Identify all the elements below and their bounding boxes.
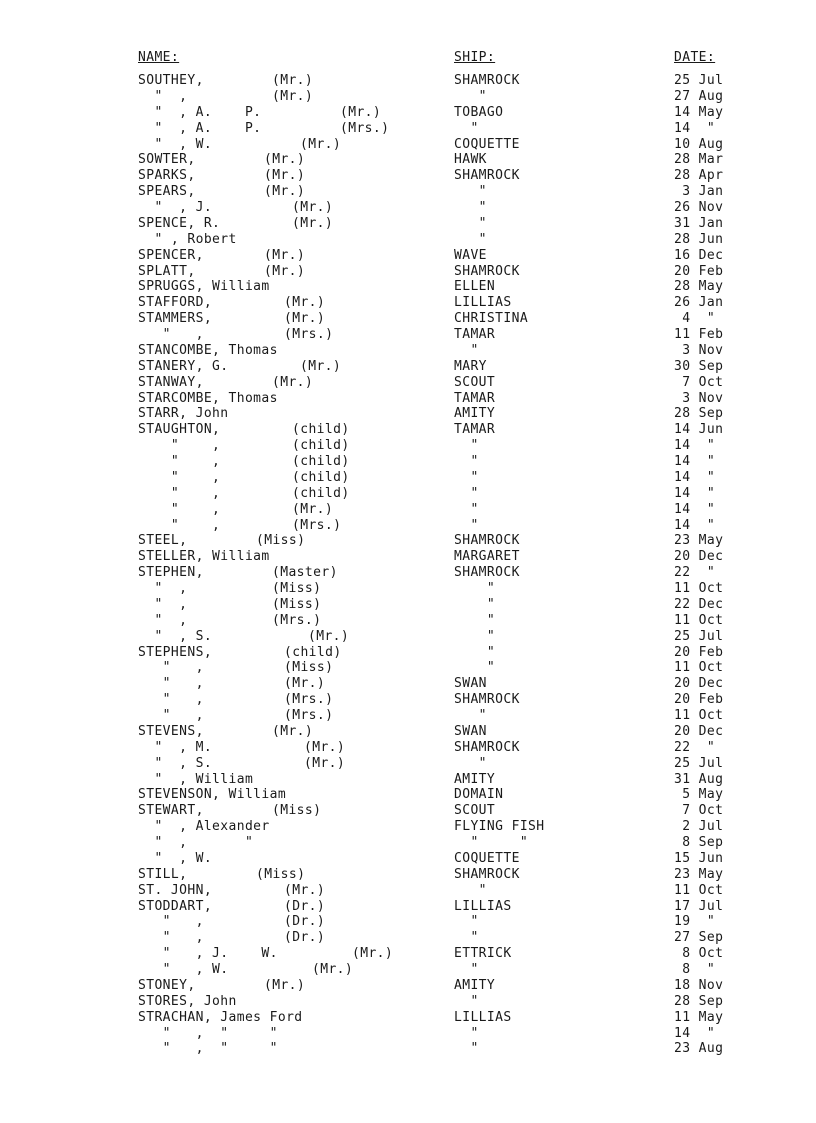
ship-name: SHAMROCK <box>454 739 520 755</box>
passenger-name: STARR, John <box>138 406 229 422</box>
ship-name: MARY <box>454 358 487 374</box>
arrival-date: 18 Nov <box>674 977 724 993</box>
passenger-title: (Mrs.) <box>272 612 322 628</box>
ship-name: MARGARET <box>454 549 520 565</box>
passenger-title: (Mr.) <box>284 295 326 311</box>
list-item <box>0 486 816 502</box>
arrival-date: 14 " <box>674 469 716 485</box>
ship-name: " <box>454 882 487 898</box>
passenger-name: " , <box>138 438 221 454</box>
list-item <box>0 629 816 645</box>
passenger-name: SPARKS, <box>138 168 196 184</box>
list-item <box>0 867 816 883</box>
arrival-date: 14 Jun <box>674 422 724 438</box>
passenger-name: STEPHEN, <box>138 565 204 581</box>
ship-name: " <box>454 120 479 136</box>
list-item <box>0 645 816 661</box>
list-item <box>0 248 816 264</box>
ship-name: SHAMROCK <box>454 168 520 184</box>
passenger-title: (child) <box>292 454 350 469</box>
ship-name: " <box>454 612 496 628</box>
list-item <box>0 756 816 772</box>
arrival-date: 17 Jul <box>674 898 724 914</box>
passenger-name: STAMMERS, <box>138 311 213 327</box>
ship-name: " <box>454 993 479 1009</box>
passenger-title: (Dr.) <box>284 930 326 946</box>
passenger-title: (Miss) <box>272 596 322 612</box>
arrival-date: 23 Aug <box>674 1041 724 1057</box>
arrival-date: 27 Sep <box>674 930 724 946</box>
arrival-date: 31 Aug <box>674 771 724 787</box>
ship-name: " <box>454 517 479 533</box>
passenger-name: STRACHAN, James Ford <box>138 1009 303 1025</box>
passenger-name: STEPHENS, <box>138 644 213 660</box>
ship-name: SHAMROCK <box>454 692 520 708</box>
passenger-title: (Mr.) <box>264 263 306 279</box>
passenger-name: STODDART, <box>138 898 213 914</box>
ship-name: COQUETTE <box>454 136 520 152</box>
passenger-title: (Dr.) <box>284 898 326 914</box>
list-item <box>0 168 816 184</box>
list-item <box>0 518 816 534</box>
passenger-name: " , S. <box>138 755 213 771</box>
passenger-title: (Mr.) <box>352 946 394 962</box>
ship-name: " <box>454 454 479 469</box>
passenger-title: (Mr.) <box>292 200 334 215</box>
passenger-name: " , W. <box>138 850 213 866</box>
list-item <box>0 295 816 311</box>
passenger-name: " , <box>138 469 221 485</box>
list-item <box>0 311 816 327</box>
list-item <box>0 613 816 629</box>
list-item <box>0 375 816 391</box>
ship-name: " " <box>454 835 529 850</box>
arrival-date: 8 Sep <box>674 835 724 850</box>
list-item <box>0 978 816 994</box>
passenger-name: " , W. <box>138 962 229 977</box>
passenger-name: " , <box>138 660 204 676</box>
list-item <box>0 914 816 930</box>
list-item <box>0 391 816 407</box>
arrival-date: 5 May <box>674 787 724 803</box>
passenger-name: " , " <box>138 835 254 850</box>
passenger-name: STEVENS, <box>138 723 204 739</box>
passenger-name: " , <box>138 596 188 612</box>
passenger-title: (child) <box>292 422 350 438</box>
list-item <box>0 772 816 788</box>
list-item <box>0 819 816 835</box>
list-item <box>0 327 816 343</box>
arrival-date: 26 Jan <box>674 295 724 311</box>
arrival-date: 11 Feb <box>674 327 724 342</box>
ship-name: " <box>454 930 479 946</box>
passenger-title: (Mr.) <box>264 168 306 184</box>
arrival-date: 14 " <box>674 501 716 517</box>
passenger-name: " , William <box>138 771 254 787</box>
arrival-date: 20 Dec <box>674 549 724 565</box>
passenger-title: (Mr.) <box>292 215 334 231</box>
arrival-date: 7 Oct <box>674 803 724 819</box>
arrival-date: 20 Dec <box>674 676 724 692</box>
passenger-title: (Mrs.) <box>340 120 390 136</box>
ship-name: TOBAGO <box>454 104 504 120</box>
arrival-date: 27 Aug <box>674 88 724 104</box>
passenger-name: SOUTHEY, <box>138 73 204 88</box>
passenger-name: " , Robert <box>138 231 237 247</box>
passenger-name: STANWAY, <box>138 374 204 390</box>
ship-name: " <box>454 501 479 517</box>
ship-name: TAMAR <box>454 390 496 406</box>
list-item <box>0 549 816 565</box>
passenger-title: (Mr.) <box>284 882 326 898</box>
ship-name: " <box>454 469 479 485</box>
passenger-title: (Mr.) <box>272 374 314 390</box>
ship-name: " <box>454 342 479 358</box>
ship-name: LILLIAS <box>454 1009 512 1025</box>
list-item <box>0 1041 816 1057</box>
passenger-name: STORES, John <box>138 993 237 1009</box>
passenger-title: (Mr.) <box>300 358 342 374</box>
passenger-name: " , <box>138 581 188 596</box>
ship-name: ELLEN <box>454 279 496 295</box>
passenger-title: (Miss) <box>272 581 322 596</box>
ship-name: AMITY <box>454 771 496 787</box>
list-item <box>0 422 816 438</box>
ship-name: LILLIAS <box>454 295 512 311</box>
passenger-name: " , J. <box>138 200 213 215</box>
arrival-date: 25 Jul <box>674 755 724 771</box>
passenger-name: STONEY, <box>138 977 196 993</box>
ship-name: FLYING FISH <box>454 819 545 835</box>
passenger-name: " , " " <box>138 1041 278 1057</box>
arrival-date: 3 Nov <box>674 342 724 358</box>
list-item <box>0 581 816 597</box>
passenger-name: " , <box>138 676 204 692</box>
passenger-name: STELLER, William <box>138 549 270 565</box>
passenger-name: STANCOMBE, Thomas <box>138 342 278 358</box>
passenger-title: (Mr.) <box>264 247 306 263</box>
arrival-date: 14 " <box>674 1025 716 1041</box>
list-item <box>0 216 816 232</box>
passenger-title: (Miss) <box>256 533 306 549</box>
passenger-name: SPRUGGS, William <box>138 279 270 295</box>
arrival-date: 14 " <box>674 517 716 533</box>
ship-name: SCOUT <box>454 803 496 819</box>
arrival-date: 20 Feb <box>674 263 724 279</box>
passenger-name: " , <box>138 327 204 342</box>
list-item <box>0 851 816 867</box>
ship-name: " <box>454 708 487 723</box>
passenger-title: (Master) <box>272 565 338 581</box>
ship-column-header: SHIP: <box>454 50 496 65</box>
passenger-name: " , <box>138 914 204 930</box>
list-item <box>0 105 816 121</box>
passenger-title: (Mr.) <box>264 184 306 200</box>
passenger-title: (Mr.) <box>272 723 314 739</box>
arrival-date: 8 " <box>674 962 716 977</box>
list-item <box>0 565 816 581</box>
passenger-name: " , Alexander <box>138 819 270 835</box>
passenger-title: (Mr.) <box>284 311 326 327</box>
list-item <box>0 660 816 676</box>
ship-name: SHAMROCK <box>454 866 520 882</box>
passenger-title: (Mr.) <box>284 676 326 692</box>
arrival-date: 30 Sep <box>674 358 724 374</box>
arrival-date: 22 " <box>674 739 716 755</box>
arrival-date: 31 Jan <box>674 215 724 231</box>
arrival-date: 11 Oct <box>674 581 724 596</box>
passenger-name: SPEARS, <box>138 184 196 200</box>
arrival-date: 28 Jun <box>674 231 724 247</box>
arrival-date: 19 " <box>674 914 716 930</box>
passenger-title: (Mr.) <box>312 962 354 977</box>
passenger-name: " , <box>138 930 204 946</box>
arrival-date: 20 Dec <box>674 723 724 739</box>
ship-name: " <box>454 88 487 104</box>
ship-name: CHRISTINA <box>454 311 529 327</box>
arrival-date: 3 Jan <box>674 184 724 200</box>
ship-name: AMITY <box>454 406 496 422</box>
list-item <box>0 835 816 851</box>
list-item <box>0 438 816 454</box>
list-item <box>0 89 816 105</box>
passenger-title: (child) <box>292 469 350 485</box>
passenger-name: " , <box>138 517 221 533</box>
list-item <box>0 184 816 200</box>
list-item <box>0 930 816 946</box>
ship-name: SCOUT <box>454 374 496 390</box>
list-item <box>0 803 816 819</box>
passenger-title: (Mr.) <box>304 739 346 755</box>
ship-name: " <box>454 1041 479 1057</box>
passenger-name: " , J. W. <box>138 946 278 962</box>
list-item <box>0 708 816 724</box>
ship-name: SHAMROCK <box>454 73 520 88</box>
ship-name: ETTRICK <box>454 946 512 962</box>
ship-name: HAWK <box>454 152 487 168</box>
list-item <box>0 359 816 375</box>
passenger-name: STANERY, G. <box>138 358 229 374</box>
passenger-name: " , <box>138 612 188 628</box>
list-item <box>0 279 816 295</box>
ship-name: AMITY <box>454 977 496 993</box>
ship-name: " <box>454 660 496 676</box>
ship-name: " <box>454 1025 479 1041</box>
arrival-date: 11 Oct <box>674 882 724 898</box>
passenger-title: (child) <box>292 485 350 501</box>
list-item <box>0 724 816 740</box>
passenger-name: SPENCER, <box>138 247 204 263</box>
ship-name: " <box>454 596 496 612</box>
date-column-header: DATE: <box>674 50 716 65</box>
arrival-date: 28 Sep <box>674 993 724 1009</box>
arrival-date: 28 May <box>674 279 724 295</box>
list-item <box>0 899 816 915</box>
list-item <box>0 406 816 422</box>
list-item <box>0 264 816 280</box>
arrival-date: 25 Jul <box>674 628 724 644</box>
list-item <box>0 343 816 359</box>
list-item <box>0 597 816 613</box>
list-item <box>0 692 816 708</box>
passenger-name: " , W. <box>138 136 213 152</box>
arrival-date: 11 Oct <box>674 612 724 628</box>
list-item <box>0 73 816 89</box>
passenger-name: ST. JOHN, <box>138 882 213 898</box>
passenger-name: " , <box>138 501 221 517</box>
arrival-date: 10 Aug <box>674 136 724 152</box>
passenger-name: STAFFORD, <box>138 295 213 311</box>
passenger-title: (Mr.) <box>272 73 314 88</box>
passenger-title: (Miss) <box>256 866 306 882</box>
passenger-title: (Mr.) <box>340 104 382 120</box>
ship-name: TAMAR <box>454 422 496 438</box>
list-item <box>0 676 816 692</box>
passenger-name: STEVENSON, William <box>138 787 287 803</box>
list-item <box>0 740 816 756</box>
list-item <box>0 994 816 1010</box>
list-item <box>0 533 816 549</box>
list-item <box>0 121 816 137</box>
arrival-date: 22 Dec <box>674 596 724 612</box>
list-item <box>0 787 816 803</box>
passenger-title: (Miss) <box>284 660 334 676</box>
ship-name: " <box>454 581 496 596</box>
ship-name: " <box>454 755 487 771</box>
list-item <box>0 470 816 486</box>
arrival-date: 20 Feb <box>674 644 724 660</box>
passenger-name: " , <box>138 88 188 104</box>
ship-name: " <box>454 184 487 200</box>
passenger-name: " , <box>138 454 221 469</box>
passenger-name: " , A. P. <box>138 120 262 136</box>
arrival-date: 11 May <box>674 1009 724 1025</box>
list-item <box>0 946 816 962</box>
list-item <box>0 883 816 899</box>
passenger-title: (Mr.) <box>304 755 346 771</box>
list-item <box>0 1010 816 1026</box>
arrival-date: 14 May <box>674 104 724 120</box>
name-column-header: NAME: <box>138 50 180 65</box>
passenger-name: " , <box>138 708 204 723</box>
arrival-date: 15 Jun <box>674 850 724 866</box>
ship-name: " <box>454 438 479 454</box>
ship-name: " <box>454 231 487 247</box>
ship-name: " <box>454 962 479 977</box>
passenger-name: SPLATT, <box>138 263 196 279</box>
ship-name: SWAN <box>454 676 487 692</box>
passenger-name: SOWTER, <box>138 152 196 168</box>
arrival-date: 22 " <box>674 565 716 581</box>
arrival-date: 14 " <box>674 438 716 454</box>
passenger-name: STAUGHTON, <box>138 422 221 438</box>
arrival-date: 23 May <box>674 533 724 549</box>
arrival-date: 14 " <box>674 120 716 136</box>
arrival-date: 20 Feb <box>674 692 724 708</box>
arrival-date: 4 " <box>674 311 716 327</box>
arrival-date: 3 Nov <box>674 390 724 406</box>
arrival-date: 28 Sep <box>674 406 724 422</box>
arrival-date: 11 Oct <box>674 660 724 676</box>
list-item <box>0 454 816 470</box>
ship-name: DOMAIN <box>454 787 504 803</box>
arrival-date: 26 Nov <box>674 200 724 215</box>
list-item <box>0 152 816 168</box>
arrival-date: 7 Oct <box>674 374 724 390</box>
list-item <box>0 962 816 978</box>
passenger-title: (child) <box>292 438 350 454</box>
passenger-title: (Mr.) <box>264 977 306 993</box>
ship-name: TAMAR <box>454 327 496 342</box>
ship-name: LILLIAS <box>454 898 512 914</box>
ship-name: WAVE <box>454 247 487 263</box>
ship-name: " <box>454 914 479 930</box>
arrival-date: 14 " <box>674 454 716 469</box>
ship-name: " <box>454 215 487 231</box>
arrival-date: 16 Dec <box>674 247 724 263</box>
arrival-date: 11 Oct <box>674 708 724 723</box>
passenger-title: (Mr.) <box>264 152 306 168</box>
passenger-list <box>0 73 816 1057</box>
passenger-title: (Mr.) <box>292 501 334 517</box>
passenger-title: (Mrs.) <box>292 517 342 533</box>
passenger-name: STARCOMBE, Thomas <box>138 390 278 406</box>
passenger-title: (Mr.) <box>308 628 350 644</box>
ship-name: SHAMROCK <box>454 565 520 581</box>
arrival-date: 25 Jul <box>674 73 724 88</box>
ship-name: SHAMROCK <box>454 263 520 279</box>
ship-name: " <box>454 200 487 215</box>
list-item <box>0 137 816 153</box>
ship-name: " <box>454 628 496 644</box>
list-item <box>0 502 816 518</box>
passenger-title: (Mr.) <box>272 88 314 104</box>
passenger-title: (child) <box>284 644 342 660</box>
passenger-title: (Dr.) <box>284 914 326 930</box>
passenger-name: " , M. <box>138 739 213 755</box>
arrival-date: 2 Jul <box>674 819 724 835</box>
arrival-date: 28 Mar <box>674 152 724 168</box>
list-item <box>0 200 816 216</box>
passenger-name: STILL, <box>138 866 188 882</box>
list-item <box>0 232 816 248</box>
passenger-title: (Mrs.) <box>284 708 334 723</box>
passenger-name: " , S. <box>138 628 213 644</box>
ship-name: COQUETTE <box>454 850 520 866</box>
passenger-name: " , <box>138 692 204 708</box>
passenger-name: " , A. P. <box>138 104 262 120</box>
ship-name: SHAMROCK <box>454 533 520 549</box>
passenger-name: " , " " <box>138 1025 278 1041</box>
ship-name: " <box>454 485 479 501</box>
passenger-title: (Miss) <box>272 803 322 819</box>
ship-name: " <box>454 644 496 660</box>
list-item <box>0 1026 816 1042</box>
arrival-date: 23 May <box>674 866 724 882</box>
arrival-date: 8 Oct <box>674 946 724 962</box>
passenger-name: SPENCE, R. <box>138 215 221 231</box>
arrival-date: 14 " <box>674 485 716 501</box>
passenger-name: STEEL, <box>138 533 188 549</box>
passenger-name: STEWART, <box>138 803 204 819</box>
passenger-name: " , <box>138 485 221 501</box>
passenger-title: (Mrs.) <box>284 692 334 708</box>
passenger-title: (Mr.) <box>300 136 342 152</box>
arrival-date: 28 Apr <box>674 168 724 184</box>
passenger-title: (Mrs.) <box>284 327 334 342</box>
ship-name: SWAN <box>454 723 487 739</box>
